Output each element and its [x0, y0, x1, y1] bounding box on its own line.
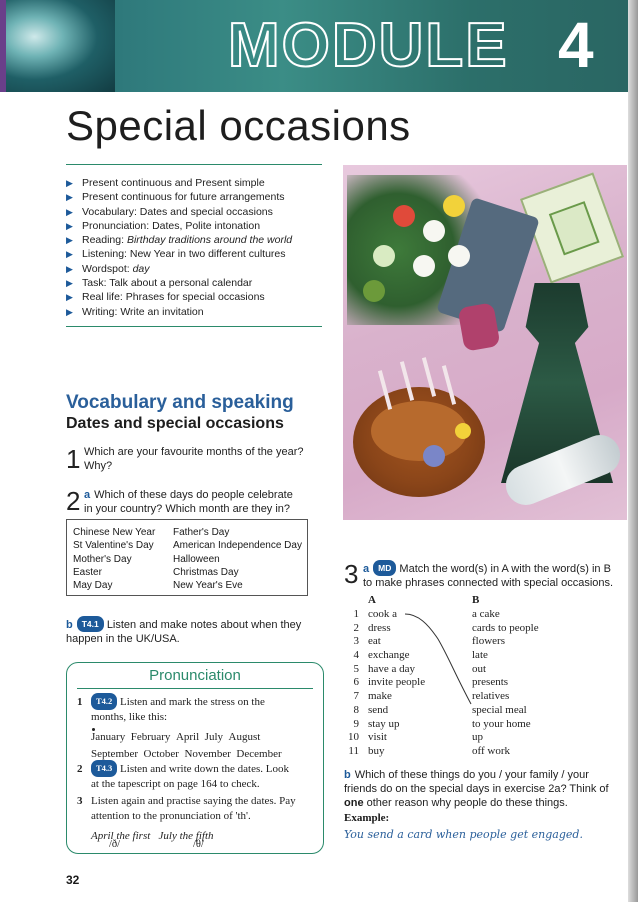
contents-item-label: Reading:: [82, 234, 125, 247]
column-a-item: stay up: [368, 717, 400, 730]
days-column-2: [173, 526, 302, 592]
column-b-item: up: [472, 731, 483, 744]
contents-item: [66, 219, 336, 233]
contents-item-label: Pronunciation:: [82, 219, 150, 232]
ribbon: [457, 302, 500, 352]
column-b-item: a cake: [472, 608, 500, 620]
item-line: attention to the pronunciation of 'th'.: [91, 810, 251, 822]
contents-item: [66, 205, 336, 219]
audio-track-badge: T4.2: [91, 693, 117, 710]
item-number: 3: [77, 795, 83, 807]
part-label: b: [344, 769, 351, 781]
contents-item: [66, 262, 336, 276]
column-a-item: dress: [368, 621, 391, 634]
contents-item-label: Task:: [82, 277, 107, 290]
contents-item: [66, 233, 336, 247]
months-row-1: [77, 730, 317, 745]
flower-white: [413, 255, 435, 277]
column-a-item: exchange: [368, 649, 410, 662]
contents-item: [66, 247, 336, 261]
contents-item-text: Present continuous and Present simple: [82, 177, 265, 189]
column-a-header: A: [368, 594, 376, 606]
row-number: 1: [353, 608, 359, 620]
column-a-item: invite people: [368, 676, 426, 689]
contents-item-text: Dates, Polite intonation: [152, 219, 261, 232]
part-label: a: [84, 489, 91, 501]
column-a-item: make: [368, 690, 392, 703]
column-b-item: to your home: [472, 717, 531, 730]
phonetic-symbol: /θ/: [193, 839, 204, 850]
bold-word: one: [344, 797, 364, 809]
month: December: [236, 748, 282, 760]
month: October: [143, 748, 179, 760]
question-1-text: [84, 445, 304, 473]
contents-item-text: day: [132, 262, 150, 275]
contents-item-text: Present continuous for future arrangements: [82, 191, 285, 204]
flower-white: [448, 245, 470, 267]
special-day: New Year's Eve: [173, 580, 243, 592]
special-day: Father's Day: [173, 527, 230, 538]
special-day: Chinese New Year: [73, 527, 156, 538]
question-1-line: Why?: [84, 460, 113, 472]
audio-track-badge: T4.3: [91, 760, 117, 777]
example-text: You send a card when people get engaged.: [344, 828, 583, 841]
contents-item-label: Wordspot:: [82, 262, 130, 275]
example-dates: April the first July the fifth: [91, 830, 214, 842]
question-3a-line: to make phrases connected with special occasions.: [363, 577, 614, 589]
row-number: 2: [353, 621, 359, 634]
audio-track-badge: T4.1: [77, 616, 104, 632]
special-days-box: [66, 519, 308, 596]
row-number: 11: [348, 744, 359, 757]
special-day: St Valentine's Day: [73, 540, 154, 552]
pronunciation-box: [66, 662, 324, 854]
row-number: 3: [353, 635, 359, 648]
question-3-number: 3: [344, 559, 359, 589]
contents-item-label: Writing:: [82, 305, 118, 318]
page-title: Special occasions: [66, 102, 411, 149]
matching-line: [343, 594, 483, 724]
question-1-line: Which are your favourite months of the year?: [84, 446, 304, 458]
month: July: [204, 731, 224, 743]
question-2a-line: Which of these days do people celebrate: [94, 489, 293, 501]
contents-item-label: Vocabulary:: [82, 205, 137, 218]
item-line: months, like this:: [91, 711, 168, 723]
column-b-header: B: [472, 594, 480, 606]
question-3b-line: friends do on the special days in exercise 2a? Think of: [344, 783, 609, 795]
special-day: Halloween: [173, 553, 220, 565]
page-edge: [628, 0, 638, 902]
example-label: Example:: [344, 812, 390, 824]
row-number: 9: [353, 717, 359, 730]
question-2b-line: Listen and make notes about when they: [106, 619, 302, 631]
wave-image: [0, 0, 115, 92]
question-2b-text: [66, 616, 301, 646]
part-label: b: [66, 619, 73, 631]
item-line: at the tapescript on page 164 to check.: [91, 778, 260, 790]
contents-item: [66, 190, 336, 204]
column-b-item: presents: [472, 676, 509, 689]
column-a-item: cook a: [368, 608, 398, 620]
pronunciation-item-2: [77, 760, 317, 792]
pronunciation-item-1: [77, 693, 317, 762]
column-a-item: eat: [368, 635, 381, 648]
row-number: 7: [353, 690, 359, 703]
column-b-item: flowers: [472, 635, 505, 648]
flower-yellow: [443, 195, 465, 217]
contents-item: [66, 276, 336, 290]
row-number: 8: [353, 703, 359, 716]
page-number: 32: [66, 873, 80, 887]
special-day: May Day: [73, 580, 113, 592]
special-day: American Independence Day: [173, 540, 302, 552]
contents-item: [66, 290, 336, 304]
divider-top: [66, 164, 322, 165]
pronunciation-item-3: [77, 794, 317, 844]
flower-green: [363, 280, 385, 302]
month: January: [91, 731, 126, 743]
question-3b-line: other reason why people do these things.: [366, 797, 568, 809]
column-b-item: relatives: [472, 690, 510, 703]
column-b-item: off work: [472, 744, 510, 757]
column-b-item: special meal: [472, 703, 527, 716]
contents-item-label: Listening:: [82, 248, 127, 261]
banner-edge: [0, 0, 6, 92]
flower-red: [393, 205, 415, 227]
cake-top: [371, 401, 467, 461]
contents-item: [66, 305, 336, 319]
module-banner: [0, 0, 628, 92]
row-number: 4: [353, 649, 359, 662]
column-b-item: late: [472, 649, 488, 662]
column-b-item: out: [472, 662, 487, 675]
special-day: Mother's Day: [73, 553, 132, 565]
pronunciation-divider: [77, 688, 313, 689]
row-number: 10: [348, 731, 359, 744]
part-label: a: [363, 563, 370, 575]
question-2a-line: in your country? Which month are they in?: [84, 503, 291, 515]
item-line: Listen again and practise saying the dates. Pay: [91, 795, 296, 807]
contents-item-text: Phrases for special occasions: [125, 291, 265, 304]
item-line: Listen and write down the dates. Look: [120, 763, 289, 775]
module-number: 4: [558, 9, 594, 81]
flower-green: [373, 245, 395, 267]
month: November: [184, 748, 231, 760]
item-line: Listen and mark the stress on the: [120, 696, 265, 708]
month: September: [91, 748, 139, 760]
column-a-item: buy: [368, 744, 385, 757]
question-2b-line: happen in the UK/USA.: [66, 633, 180, 645]
contents-item-text: Talk about a personal calendar: [109, 277, 253, 290]
column-a-item: send: [368, 703, 389, 716]
question-1-number: 1: [66, 444, 81, 474]
month: August: [228, 731, 261, 743]
flower-white: [423, 220, 445, 242]
column-a-item: visit: [368, 731, 387, 744]
audio-track-badge: MD: [373, 560, 396, 576]
phonetic-symbol: /ð/: [109, 839, 121, 850]
question-3b-text: [344, 768, 609, 810]
special-day: Easter: [73, 566, 102, 578]
occasions-photo: [343, 165, 627, 520]
special-day: Christmas Day: [173, 566, 239, 578]
contents-item: [66, 176, 336, 190]
contents-item-text: Birthday traditions around the world: [126, 234, 293, 247]
contents-item-text: Write an invitation: [120, 305, 204, 318]
days-column-1: [73, 526, 155, 592]
item-number: 1: [77, 696, 83, 708]
question-3a-text: [363, 560, 613, 590]
question-2a-text: [84, 488, 293, 516]
item-number: 2: [77, 763, 83, 775]
divider-bottom: [66, 326, 322, 327]
contents-item-text: Dates and special occasions: [139, 205, 273, 218]
section-subheading: Dates and special occasions: [66, 415, 284, 432]
question-3a-line: Match the word(s) in A with the word(s) in B: [399, 563, 611, 575]
month: February: [130, 731, 171, 743]
month: April: [175, 731, 200, 743]
cake-flower: [423, 445, 445, 467]
row-number: 6: [353, 676, 359, 689]
row-number: 5: [353, 662, 359, 675]
question-2-number: 2: [66, 486, 81, 516]
column-a-item: have a day: [368, 662, 416, 675]
section-heading: Vocabulary and speaking: [66, 392, 294, 413]
module-word: MODULE: [228, 11, 509, 80]
matching-row: [343, 745, 623, 759]
cake-flower: [455, 423, 471, 439]
column-b-item: cards to people: [472, 621, 539, 634]
question-3b-line: Which of these things do you / your family / your: [354, 769, 589, 781]
contents-item-text: New Year in two different cultures: [129, 248, 286, 261]
pronunciation-title: Pronunciation: [149, 667, 241, 684]
contents-list: [66, 176, 336, 319]
contents-item-label: Real life:: [82, 291, 123, 304]
matching-row: [343, 731, 623, 745]
